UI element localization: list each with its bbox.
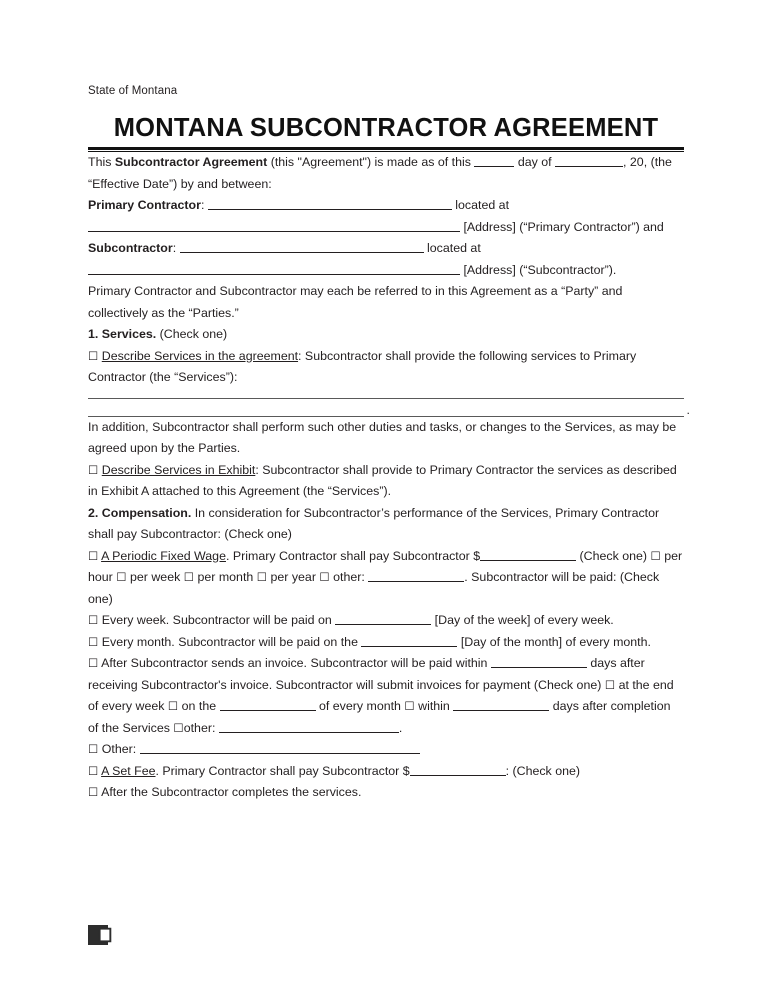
checkbox-after-invoice[interactable]: ☐ xyxy=(88,656,99,670)
every-month-day-blank[interactable] xyxy=(361,634,457,647)
checkbox-per-week[interactable]: ☐ xyxy=(116,570,127,584)
section-1-title: Services. xyxy=(101,327,157,341)
intro-lead: This xyxy=(88,155,115,169)
invoice-p8: other: xyxy=(183,720,219,735)
payment-schedule-every-week[interactable] xyxy=(88,610,684,632)
set-fee-t1: . Primary Contractor shall pay Subcontractor $ xyxy=(155,763,410,778)
invoice-p1: After Subcontractor sends an invoice. Subcontractor will be paid within xyxy=(98,656,491,670)
checkbox-on-the-day[interactable]: ☐ xyxy=(167,699,179,713)
primary-contractor-block xyxy=(88,195,684,238)
services-in-exhibit-text: : Subcontractor shall provide to Primary Contractor the services as described in Exhibit A attached to this Agreement (the “Services”). xyxy=(88,462,677,498)
checkbox-periodic-fixed-wage[interactable]: ☐ xyxy=(88,548,99,563)
invoice-other-blank[interactable] xyxy=(219,720,399,733)
intro-day-of: day of xyxy=(514,155,556,169)
periodic-wage-t7: other: xyxy=(329,570,369,584)
legal-templates-logo xyxy=(88,925,114,951)
after-completion-text: After the Subcontractor completes the services. xyxy=(98,785,362,799)
every-week-pre: Every week. Subcontractor will be paid on xyxy=(98,613,336,627)
subcontractor-block xyxy=(88,238,684,281)
invoice-within-days-blank[interactable] xyxy=(453,698,549,711)
periodic-fixed-wage-label: A Periodic Fixed Wage xyxy=(101,548,226,563)
intro-paragraph xyxy=(88,152,684,195)
payment-schedule-after-invoice[interactable] xyxy=(88,653,684,739)
set-fee-label: A Set Fee xyxy=(101,763,156,778)
set-fee-after-completion[interactable] xyxy=(88,782,684,804)
periodic-wage-t4: per week xyxy=(126,570,184,584)
title-divider xyxy=(88,146,684,152)
services-in-exhibit-label: Describe Services in Exhibit xyxy=(101,462,256,477)
intro-after-bold: (this "Agreement") is made as of this xyxy=(267,155,475,169)
periodic-wage-t8: . Subcontractor will be paid: (Check one) xyxy=(88,570,660,606)
section-1-heading xyxy=(88,324,684,346)
section-2-heading xyxy=(88,503,684,546)
services-blank-line-1[interactable] xyxy=(88,398,684,399)
subcontractor-address-blank[interactable] xyxy=(88,262,460,275)
section-2-title: Compensation. xyxy=(101,505,192,520)
checkbox-within-days[interactable]: ☐ xyxy=(404,699,415,713)
checkbox-end-of-every-week[interactable]: ☐ xyxy=(604,677,616,692)
intro-year-tail: , 20, (the “Effective Date”) by and between: xyxy=(88,155,672,191)
every-month-post: [Day of the month] of every month. xyxy=(457,634,651,649)
primary-contractor-name-blank[interactable] xyxy=(208,197,452,210)
services-option-describe-in-exhibit[interactable] xyxy=(88,460,684,503)
invoice-p9: . xyxy=(398,720,403,735)
subcontractor-located-at: located at xyxy=(423,241,481,255)
compensation-other-option[interactable] xyxy=(88,739,684,761)
services-blank-period: . xyxy=(686,402,690,417)
set-fee-option[interactable] xyxy=(88,761,684,783)
checkbox-every-month[interactable]: ☐ xyxy=(88,634,99,649)
every-month-pre: Every month. Subcontractor will be paid on the xyxy=(98,634,362,649)
every-week-post: [Day of the week] of every week. xyxy=(431,613,614,627)
page-title: MONTANA SUBCONTRACTOR AGREEMENT xyxy=(113,114,659,142)
periodic-wage-t3: per hour xyxy=(88,548,683,584)
state-line: State of Montana xyxy=(88,85,178,97)
checkbox-set-fee[interactable]: ☐ xyxy=(88,763,99,778)
periodic-wage-t6: per year xyxy=(267,570,320,584)
subcontractor-address-tail: [Address] (“Subcontractor”). xyxy=(460,262,617,277)
section-1-heading-suffix: (Check one) xyxy=(156,327,228,341)
checkbox-describe-in-exhibit[interactable]: ☐ xyxy=(88,462,99,477)
services-in-agreement-label: Describe Services in the agreement xyxy=(101,348,299,363)
invoice-days-blank[interactable] xyxy=(491,655,587,668)
periodic-wage-other-blank[interactable] xyxy=(368,569,464,582)
subcontractor-colon: : xyxy=(172,241,177,255)
periodic-wage-t2: (Check one) xyxy=(576,548,651,563)
services-blank-lines[interactable] xyxy=(88,398,690,417)
day-blank[interactable] xyxy=(474,154,514,167)
every-week-day-blank[interactable] xyxy=(335,612,431,625)
periodic-wage-t1: . Primary Contractor shall pay Subcontractor $ xyxy=(225,548,481,563)
invoice-p4: on the xyxy=(178,699,220,713)
section-2-number: 2. xyxy=(88,505,99,520)
subcontractor-name-blank[interactable] xyxy=(180,240,424,253)
parties-paragraph: Primary Contractor and Subcontractor may each be referred to in this Agreement as a “Party” and collectively as the “Parties.” xyxy=(88,284,623,320)
periodic-wage-amount-blank[interactable] xyxy=(480,548,576,561)
checkbox-every-week[interactable]: ☐ xyxy=(88,613,99,627)
agreement-term: Subcontractor Agreement xyxy=(114,155,268,169)
checkbox-per-hour[interactable]: ☐ xyxy=(650,548,661,563)
primary-contractor-label: Primary Contractor xyxy=(88,198,201,212)
checkbox-describe-in-agreement[interactable]: ☐ xyxy=(88,348,99,363)
services-in-agreement-text: : Subcontractor shall provide the following services to Primary Contractor (the “Services”): xyxy=(88,348,637,384)
checkbox-compensation-other[interactable]: ☐ xyxy=(88,742,99,756)
invoice-p3: at the end of every week xyxy=(88,677,674,713)
checkbox-invoice-other[interactable]: ☐ xyxy=(173,720,184,735)
services-option-describe-in-agreement[interactable] xyxy=(88,346,684,389)
logo-icon xyxy=(88,925,114,951)
month-blank[interactable] xyxy=(555,154,623,167)
title-divider-thick xyxy=(88,147,684,150)
invoice-p5: of every month xyxy=(315,699,405,713)
periodic-wage-t5: per month xyxy=(194,570,257,584)
title-divider-thin xyxy=(88,151,684,152)
invoice-on-the-blank[interactable] xyxy=(220,698,316,711)
set-fee-t2: : (Check one) xyxy=(505,763,580,778)
checkbox-per-year[interactable]: ☐ xyxy=(256,570,268,584)
compensation-periodic-wage-option[interactable] xyxy=(88,546,684,611)
primary-contractor-colon: : xyxy=(200,198,205,212)
subcontractor-label: Subcontractor xyxy=(88,241,173,255)
section-1-number: 1. xyxy=(88,327,99,341)
primary-contractor-located-at: located at xyxy=(451,198,510,212)
checkbox-wage-other[interactable]: ☐ xyxy=(319,570,330,584)
compensation-other-label: Other: xyxy=(98,742,140,756)
checkbox-per-month[interactable]: ☐ xyxy=(183,570,195,584)
invoice-p2: days after receiving Subcontractor's invoice. Subcontractor will submit invoices for payment (Check one) xyxy=(88,656,645,692)
primary-contractor-address-blank[interactable] xyxy=(88,219,460,232)
invoice-p6: within xyxy=(414,699,454,713)
services-addendum: In addition, Subcontractor shall perform such other duties and tasks, or changes to the Services, as may be agreed upon by the Parties. xyxy=(88,419,677,455)
document-content xyxy=(88,84,690,804)
invoice-p7: days after completion of the Services xyxy=(88,699,671,735)
payment-schedule-every-month[interactable] xyxy=(88,632,684,654)
services-blank-line-2[interactable] xyxy=(88,402,690,417)
set-fee-amount-blank[interactable] xyxy=(410,763,506,776)
section-2-heading-suffix: In consideration for Subcontractor’s performance of the Services, Primary Contractor shall pay Subcontractor: (Check one) xyxy=(88,505,660,541)
checkbox-after-completion[interactable]: ☐ xyxy=(88,785,99,799)
compensation-other-blank[interactable] xyxy=(140,741,420,754)
primary-contractor-address-tail: [Address] (“Primary Contractor”) and xyxy=(460,219,664,234)
